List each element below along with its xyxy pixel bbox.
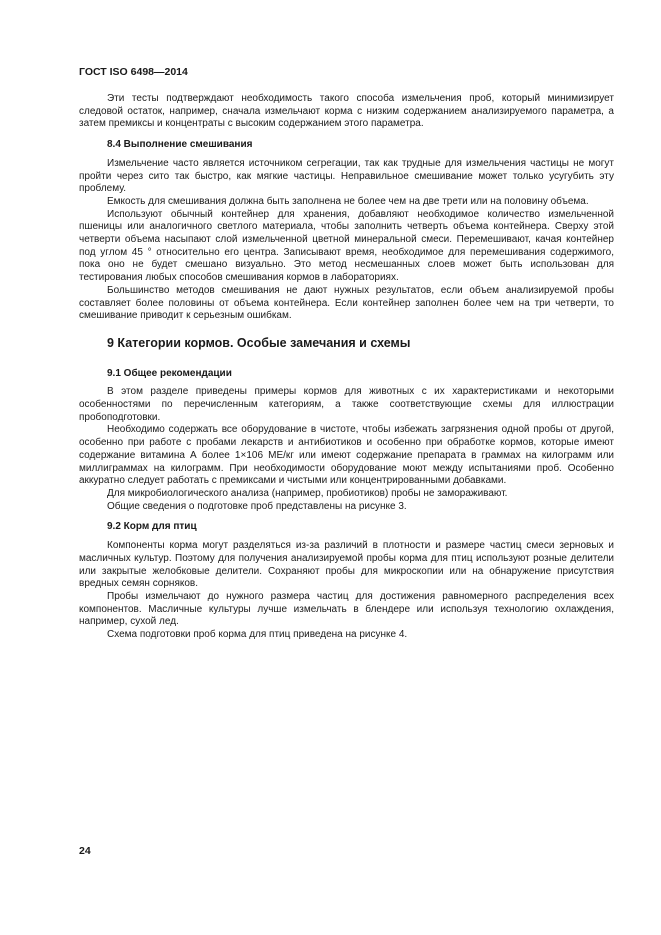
paragraph: Общие сведения о подготовке проб представлены на рисунке 3. (107, 500, 407, 512)
document-header: ГОСТ ISO 6498—2014 (79, 66, 188, 78)
paragraph: Большинство методов смешивания не дают нужных результатов, если объем анализируемой пробы составляет более половины от объема контейнера. Если контейнер заполнен более чем на три четверти, то смешивание приводит к серьезным ошибкам. (79, 284, 614, 322)
paragraph: Эти тесты подтверждают необходимость такого способа измельчения проб, который минимизирует следовой остаток, например, сначала измельчают корма с низким содержанием анализируемого параметра, а затем премиксы и концентраты с высоким содержанием этого параметра. (79, 93, 614, 130)
paragraph: Схема подготовки проб корма для птиц приведена на рисунке 4. (107, 629, 408, 641)
paragraph: Для микробиологического анализа (например, пробиотиков) пробы не замораживают. (107, 487, 508, 499)
page-number: 24 (79, 845, 91, 857)
paragraph: Компоненты корма могут разделяться из-за различий в плотности и размере частиц смеси зерновых и масличных культур. Поэтому для получения анализируемой пробы корма для птиц используют розные делители или закрытые желобковые делители. Сохраняют пробы для микроскопии или на обнаружение присутствия вредных семян сорняков. (79, 540, 614, 590)
section-heading-9-2: 9.2 Корм для птиц (107, 521, 197, 533)
paragraph: В этом разделе приведены примеры кормов для животных с их характеристиками и некоторыми особенностями по перечисленным категориям, а также соответствующие схемы для иллюстрации пробоподготовки. (79, 386, 614, 423)
section-heading-8-4: 8.4 Выполнение смешивания (107, 139, 253, 151)
section-heading-9: 9 Категории кормов. Особые замечания и схемы (107, 335, 411, 350)
section-heading-9-1: 9.1 Общее рекомендации (107, 367, 232, 379)
paragraph: Используют обычный контейнер для хранения, добавляют необходимое количество измельченной пшеницы или аналогичного светлого материала, чтобы заполнить четверть объема контейнера. Сверху этой четверти объема насыпают слой измельченной цветной минеральной смеси. Перемешивают, качая контейнер под углом 45 ° относительно его центра. Записывают время, необходимое для перемешивания содержимого, пока оно не будет смешано визуально. Это метод несмешанных слоев может быть использован для тестирования любых способов смешивания кормов в лабораториях. (79, 208, 614, 284)
paragraph: Емкость для смешивания должна быть заполнена не более чем на две трети или на половину объема. (107, 195, 589, 207)
page-body (79, 93, 614, 642)
paragraph: Пробы измельчают до нужного размера частиц для достижения равномерного распределения всех компонентов. Масличные культуры лучше измельчать в блендере или используя технологию охлаждения, например, сухой лед. (79, 590, 614, 628)
paragraph: Измельчение часто является источником сегрегации, так как трудные для измельчения частицы не могут пройти через сито так быстро, как мягкие частицы. Неправильное смешивание может только усугубить эту проблему. (79, 157, 614, 195)
paragraph: Необходимо содержать все оборудование в чистоте, чтобы избежать загрязнения одной пробы от другой, особенно при работе с пробами лекарств и антибиотиков и особенно при обработке кормов, которые имеют содержание витамина А более 1×106 МЕ/кг или имеют содержание препарата в граммах на килограмм или миллиграммах на килограмм. При необходимости оборудование моют между испытаниями проб. Особенно аккуратно следует работать с премиксами и чистыми или концентрированными добавками. (79, 424, 614, 487)
